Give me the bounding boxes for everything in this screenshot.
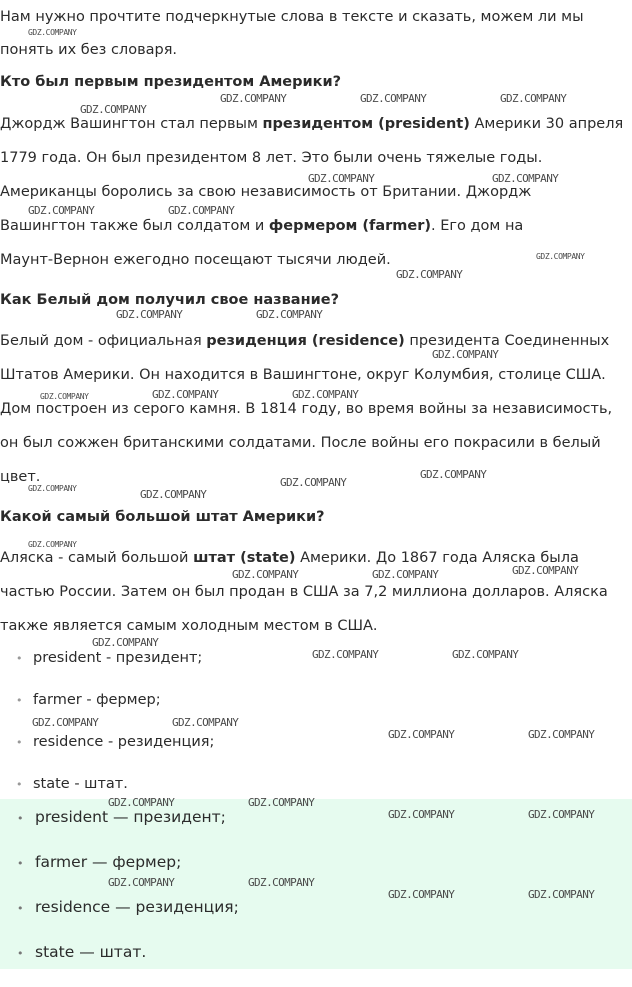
p2-line-1: Белый дом - официальная резиденция (residence) президента Соединенных [0, 333, 610, 349]
watermark: GDZ.COMPANY [108, 876, 175, 889]
watermark: GDZ.COMPANY [500, 92, 567, 105]
watermark: GDZ.COMPANY [512, 564, 579, 577]
list-item: • state - штат. [0, 775, 214, 817]
highlight-state: штат (state) [193, 550, 296, 566]
watermark: GDZ.COMPANY [528, 808, 595, 821]
p1-line-5: Маунт-Вернон ежегодно посещают тысячи людей. [0, 252, 391, 268]
watermark: GDZ.COMPANY [92, 636, 159, 649]
intro-line-1: Нам нужно прочтите подчеркнутые слова в тексте и сказать, можем ли мы [0, 9, 584, 25]
watermark: GDZ.COMPANY [528, 728, 595, 741]
intro-line-2: понять их без словаря. [0, 42, 178, 58]
list-item: • president - президент; [0, 649, 214, 691]
watermark: GDZ.COMPANY [108, 796, 175, 809]
watermark: GDZ.COMPANY [116, 308, 183, 321]
watermark: GDZ.COMPANY [28, 204, 95, 217]
intro-paragraph [0, 0, 630, 67]
vocabulary-list [0, 649, 214, 817]
watermark: GDZ.COMPANY [32, 716, 99, 729]
question-1-heading: Кто был первым президентом Америки? [0, 74, 342, 90]
watermark: GDZ.COMPANY [40, 392, 89, 401]
watermark: GDZ.COMPANY [248, 796, 315, 809]
p1-line-3: Американцы боролись за свою независимость от Британии. Джордж [0, 184, 532, 200]
watermark: GDZ.COMPANY [312, 648, 379, 661]
watermark: GDZ.COMPANY [80, 103, 147, 116]
answer-vocabulary-list [0, 807, 239, 987]
p1-line-4: Вашингтон также был солдатом и фермером (farmer). Его дом на [0, 218, 524, 234]
answer-block [0, 799, 632, 969]
watermark: GDZ.COMPANY [388, 728, 455, 741]
highlight-farmer: фермером (farmer) [268, 218, 432, 234]
watermark: GDZ.COMPANY [256, 308, 323, 321]
question-3-heading: Какой самый большой штат Америки? [0, 509, 325, 525]
list-item: • state — штат. [0, 942, 239, 987]
watermark: GDZ.COMPANY [172, 716, 239, 729]
watermark: GDZ.COMPANY [492, 172, 559, 185]
list-item: • farmer - фермер; [0, 691, 214, 733]
p1-line-2: 1779 года. Он был президентом 8 лет. Это были очень тяжелые годы. [0, 150, 543, 166]
p1-line-1: Джордж Вашингтон стал первым президентом (president) Америки 30 апреля [0, 116, 624, 132]
watermark: GDZ.COMPANY [528, 888, 595, 901]
watermark: GDZ.COMPANY [372, 568, 439, 581]
p3-line-1: Аляска - самый большой штат (state) Америки. До 1867 года Аляска была [0, 550, 579, 566]
watermark: GDZ.COMPANY [152, 388, 219, 401]
watermark: GDZ.COMPANY [28, 540, 77, 549]
highlight-president: президентом (president) [262, 116, 470, 132]
watermark: GDZ.COMPANY [28, 28, 77, 37]
highlight-residence: резиденция (residence) [206, 333, 405, 349]
p3-line-3: также является самым холодным местом в США. [0, 618, 378, 634]
question-2-heading: Как Белый дом получил свое название? [0, 292, 339, 308]
p2-line-3: Дом построен из серого камня. В 1814 году, во время войны за независимость, [0, 401, 613, 417]
watermark: GDZ.COMPANY [396, 268, 463, 281]
list-item: • residence - резиденция; [0, 733, 214, 775]
watermark: GDZ.COMPANY [432, 348, 499, 361]
list-item: • farmer — фермер; [0, 852, 239, 897]
watermark: GDZ.COMPANY [28, 484, 77, 493]
p2-line-4: он был сожжен британскими солдатами. После войны его покрасили в белый [0, 435, 601, 451]
watermark: GDZ.COMPANY [220, 92, 287, 105]
watermark: GDZ.COMPANY [308, 172, 375, 185]
watermark: GDZ.COMPANY [388, 808, 455, 821]
p2-line-2: Штатов Америки. Он находится в Вашингтоне, округ Колумбия, столице США. [0, 367, 606, 383]
p3-line-2: частью России. Затем он был продан в США за 7,2 миллиона долларов. Аляска [0, 584, 608, 600]
watermark: GDZ.COMPANY [388, 888, 455, 901]
watermark: GDZ.COMPANY [248, 876, 315, 889]
watermark: GDZ.COMPANY [536, 252, 585, 261]
list-item: • president — президент; [0, 807, 239, 852]
paragraph-white-house [0, 324, 630, 494]
paragraph-alaska [0, 541, 630, 643]
p2-line-5: цвет. [0, 469, 41, 485]
watermark: GDZ.COMPANY [280, 476, 347, 489]
watermark: GDZ.COMPANY [420, 468, 487, 481]
watermark: GDZ.COMPANY [292, 388, 359, 401]
watermark: GDZ.COMPANY [232, 568, 299, 581]
watermark: GDZ.COMPANY [360, 92, 427, 105]
watermark: GDZ.COMPANY [452, 648, 519, 661]
watermark: GDZ.COMPANY [168, 204, 235, 217]
watermark: GDZ.COMPANY [140, 488, 207, 501]
list-item: • residence — резиденция; [0, 897, 239, 942]
